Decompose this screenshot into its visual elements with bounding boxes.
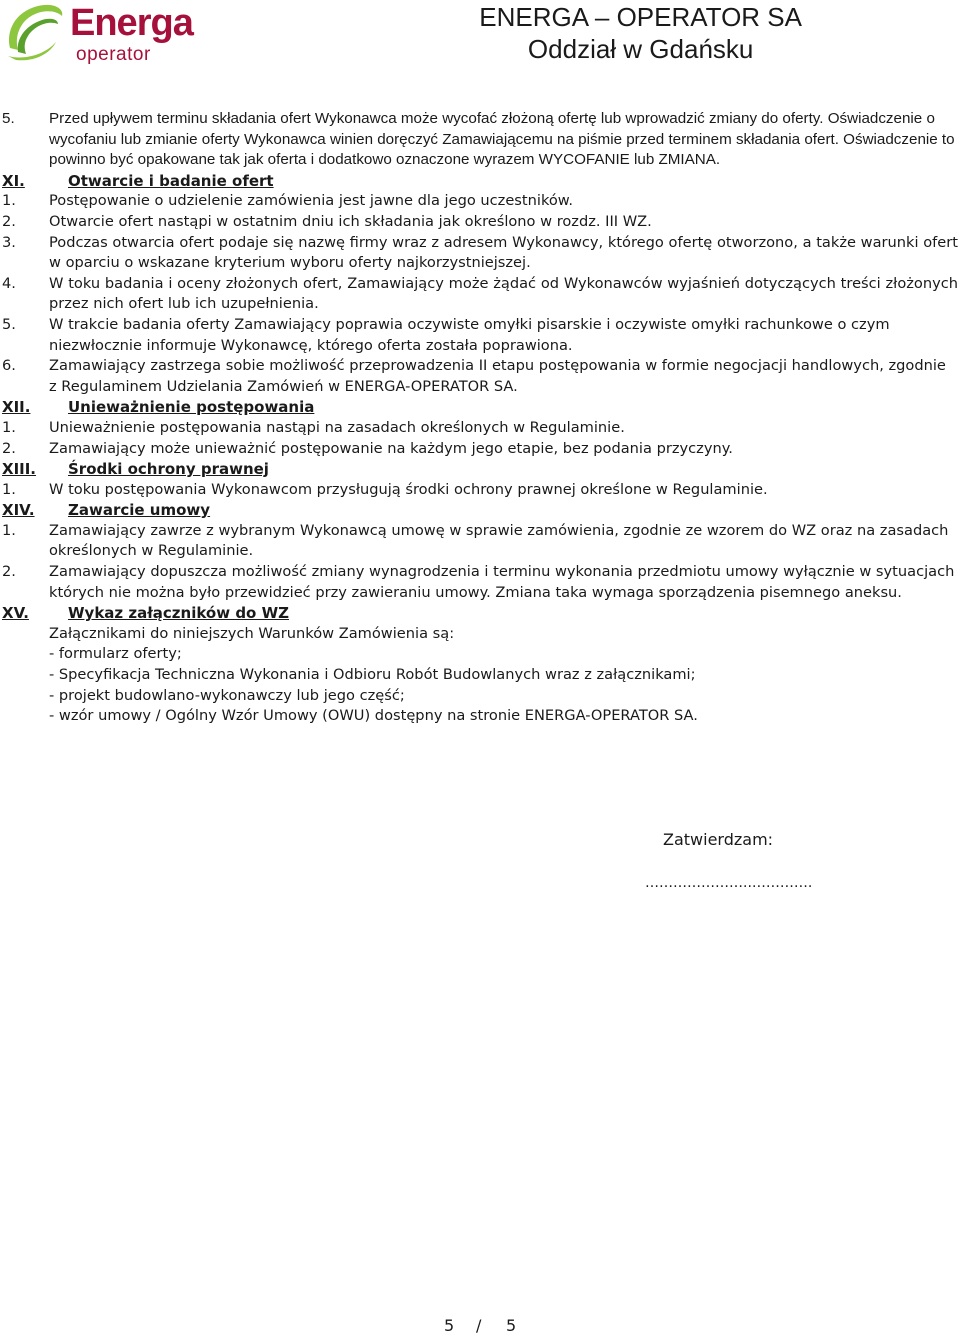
company-name: ENERGA – OPERATOR SA	[479, 2, 802, 32]
item-text: Zamawiający zawrze z wybranym Wykonawcą umowę w sprawie zamówienia, zgodnie ze wzorem do WZ oraz na zasadach określonych w Regulaminie.	[49, 521, 949, 560]
attachment-item: - formularz oferty;	[49, 645, 182, 663]
section-title: Wykaz załączników do WZ	[68, 604, 290, 623]
section-heading	[0, 397, 960, 418]
signature-line: …………………..………….	[645, 875, 813, 891]
item-text: Unieważnienie postępowania nastąpi na zasadach określonych w Regulaminie.	[49, 418, 625, 436]
energa-swoosh-icon	[4, 2, 68, 62]
item-number: 5.	[2, 110, 15, 127]
attachment-item: - Specyfikacja Techniczna Wykonania i Odbioru Robót Budowlanych wraz z załącznikami;	[49, 666, 696, 684]
document-body	[0, 109, 960, 727]
item-number: 2.	[2, 439, 16, 457]
company-header	[479, 0, 802, 65]
section-number: XIV.	[2, 501, 35, 520]
section-number: XI.	[2, 171, 25, 190]
intro-item	[0, 109, 960, 171]
item-number: 1.	[2, 521, 16, 539]
item-number: 1.	[2, 418, 16, 436]
list-item	[0, 418, 960, 439]
section-number: XII.	[2, 398, 31, 417]
total-pages: 5	[506, 1316, 517, 1335]
approval-label: Zatwierdzam:	[663, 830, 774, 849]
item-text: Zamawiający może unieważnić postępowanie na każdym jego etapie, bez podania przyczyny.	[49, 439, 733, 457]
section-heading	[0, 603, 960, 624]
attachment-item: - projekt budowlano-wykonawczy lub jego część;	[49, 686, 405, 704]
energa-logo	[4, 2, 204, 68]
item-number: 3.	[2, 233, 16, 251]
list-item	[0, 233, 960, 274]
logo-wordmark: Energa	[70, 2, 193, 44]
section-title: Zawarcie umowy	[68, 501, 211, 520]
list-item	[0, 191, 960, 212]
section-number: XIII.	[2, 460, 37, 479]
page-header	[0, 0, 960, 80]
section-heading	[0, 171, 960, 192]
item-number: 5.	[2, 315, 16, 333]
item-number: 6.	[2, 357, 16, 375]
section-heading	[0, 500, 960, 521]
section-title: Środki ochrony prawnej	[68, 460, 269, 479]
company-branch: Oddział w Gdańsku	[527, 34, 754, 64]
attachments-intro: Załącznikami do niniejszych Warunków Zamówienia są:	[49, 624, 455, 642]
item-text: Otwarcie ofert nastąpi w ostatnim dniu ich składania jak określono w rozdz. III WZ.	[49, 212, 652, 230]
section-title: Otwarcie i badanie ofert	[68, 171, 274, 190]
item-text: W trakcie badania oferty Zamawiający poprawia oczywiste omyłki pisarskie i oczywiste omyłki rachunkowe o czym niezwłocznie informuje Wykonawcę, którego oferta została poprawiona.	[49, 315, 890, 354]
item-text: Przed upływem terminu składania ofert Wykonawca może wycofać złożoną ofertę lub wprowadzić zmiany do oferty. Oświadczenie o wycofaniu lub zmianie oferty Wykonawca winien doręczyć Zamawiającemu na piśmie przed terminem składania ofert. Oświadczenie to powinno być opakowane tak jak oferta i dodatkowo oznaczone wyrazem WYCOFANIE lub ZMIANA.	[49, 110, 955, 169]
item-number: 1.	[2, 480, 16, 498]
list-item	[0, 439, 960, 460]
item-number: 2.	[2, 563, 16, 581]
section-heading	[0, 459, 960, 480]
list-item	[0, 480, 960, 501]
item-text: W toku badania i oceny złożonych ofert, Zamawiający może żądać od Wykonawców wyjaśnień dotyczących treści złożonych przez nich ofert lub ich uzupełnienia.	[49, 274, 958, 313]
list-item	[0, 274, 960, 315]
item-number: 1.	[2, 192, 16, 210]
list-item	[0, 212, 960, 233]
item-number: 2.	[2, 212, 16, 230]
current-page: 5	[444, 1316, 455, 1335]
item-text: W toku postępowania Wykonawcom przysługują środki ochrony prawnej określone w Regulaminie.	[49, 480, 768, 498]
item-text: Zamawiający dopuszcza możliwość zmiany wynagrodzenia i terminu wykonania przedmiotu umowy wyłącznie w sytuacjach których nie można było przewidzieć przy zawieraniu umowy. Zmiana taka wymaga sporządzenia pisemnego aneksu.	[49, 563, 955, 601]
item-text: Podczas otwarcia ofert podaje się nazwę firmy wraz z adresem Wykonawcy, którego ofertę otworzono, a także warunki ofert w oparciu o wskazane kryterium wyboru oferty najkorzystniejszej.	[49, 233, 958, 272]
list-item	[0, 521, 960, 562]
section-number: XV.	[2, 604, 29, 623]
list-item	[0, 562, 960, 603]
page-separator: /	[476, 1316, 482, 1335]
list-item	[0, 315, 960, 356]
section-title: Unieważnienie postępowania	[68, 398, 315, 417]
list-item	[0, 356, 960, 397]
item-number: 4.	[2, 274, 16, 292]
attachment-item: - wzór umowy / Ogólny Wzór Umowy (OWU) dostępny na stronie ENERGA-OPERATOR SA.	[49, 707, 698, 725]
item-text: Zamawiający zastrzega sobie możliwość przeprowadzenia II etapu postępowania w formie negocjacji handlowych, zgodnie z Regulaminem Udzielania Zamówień w ENERGA-OPERATOR SA.	[49, 357, 946, 395]
logo-subtitle: operator	[76, 44, 151, 65]
item-text: Postępowanie o udzielenie zamówienia jest jawne dla jego uczestników.	[49, 192, 574, 210]
